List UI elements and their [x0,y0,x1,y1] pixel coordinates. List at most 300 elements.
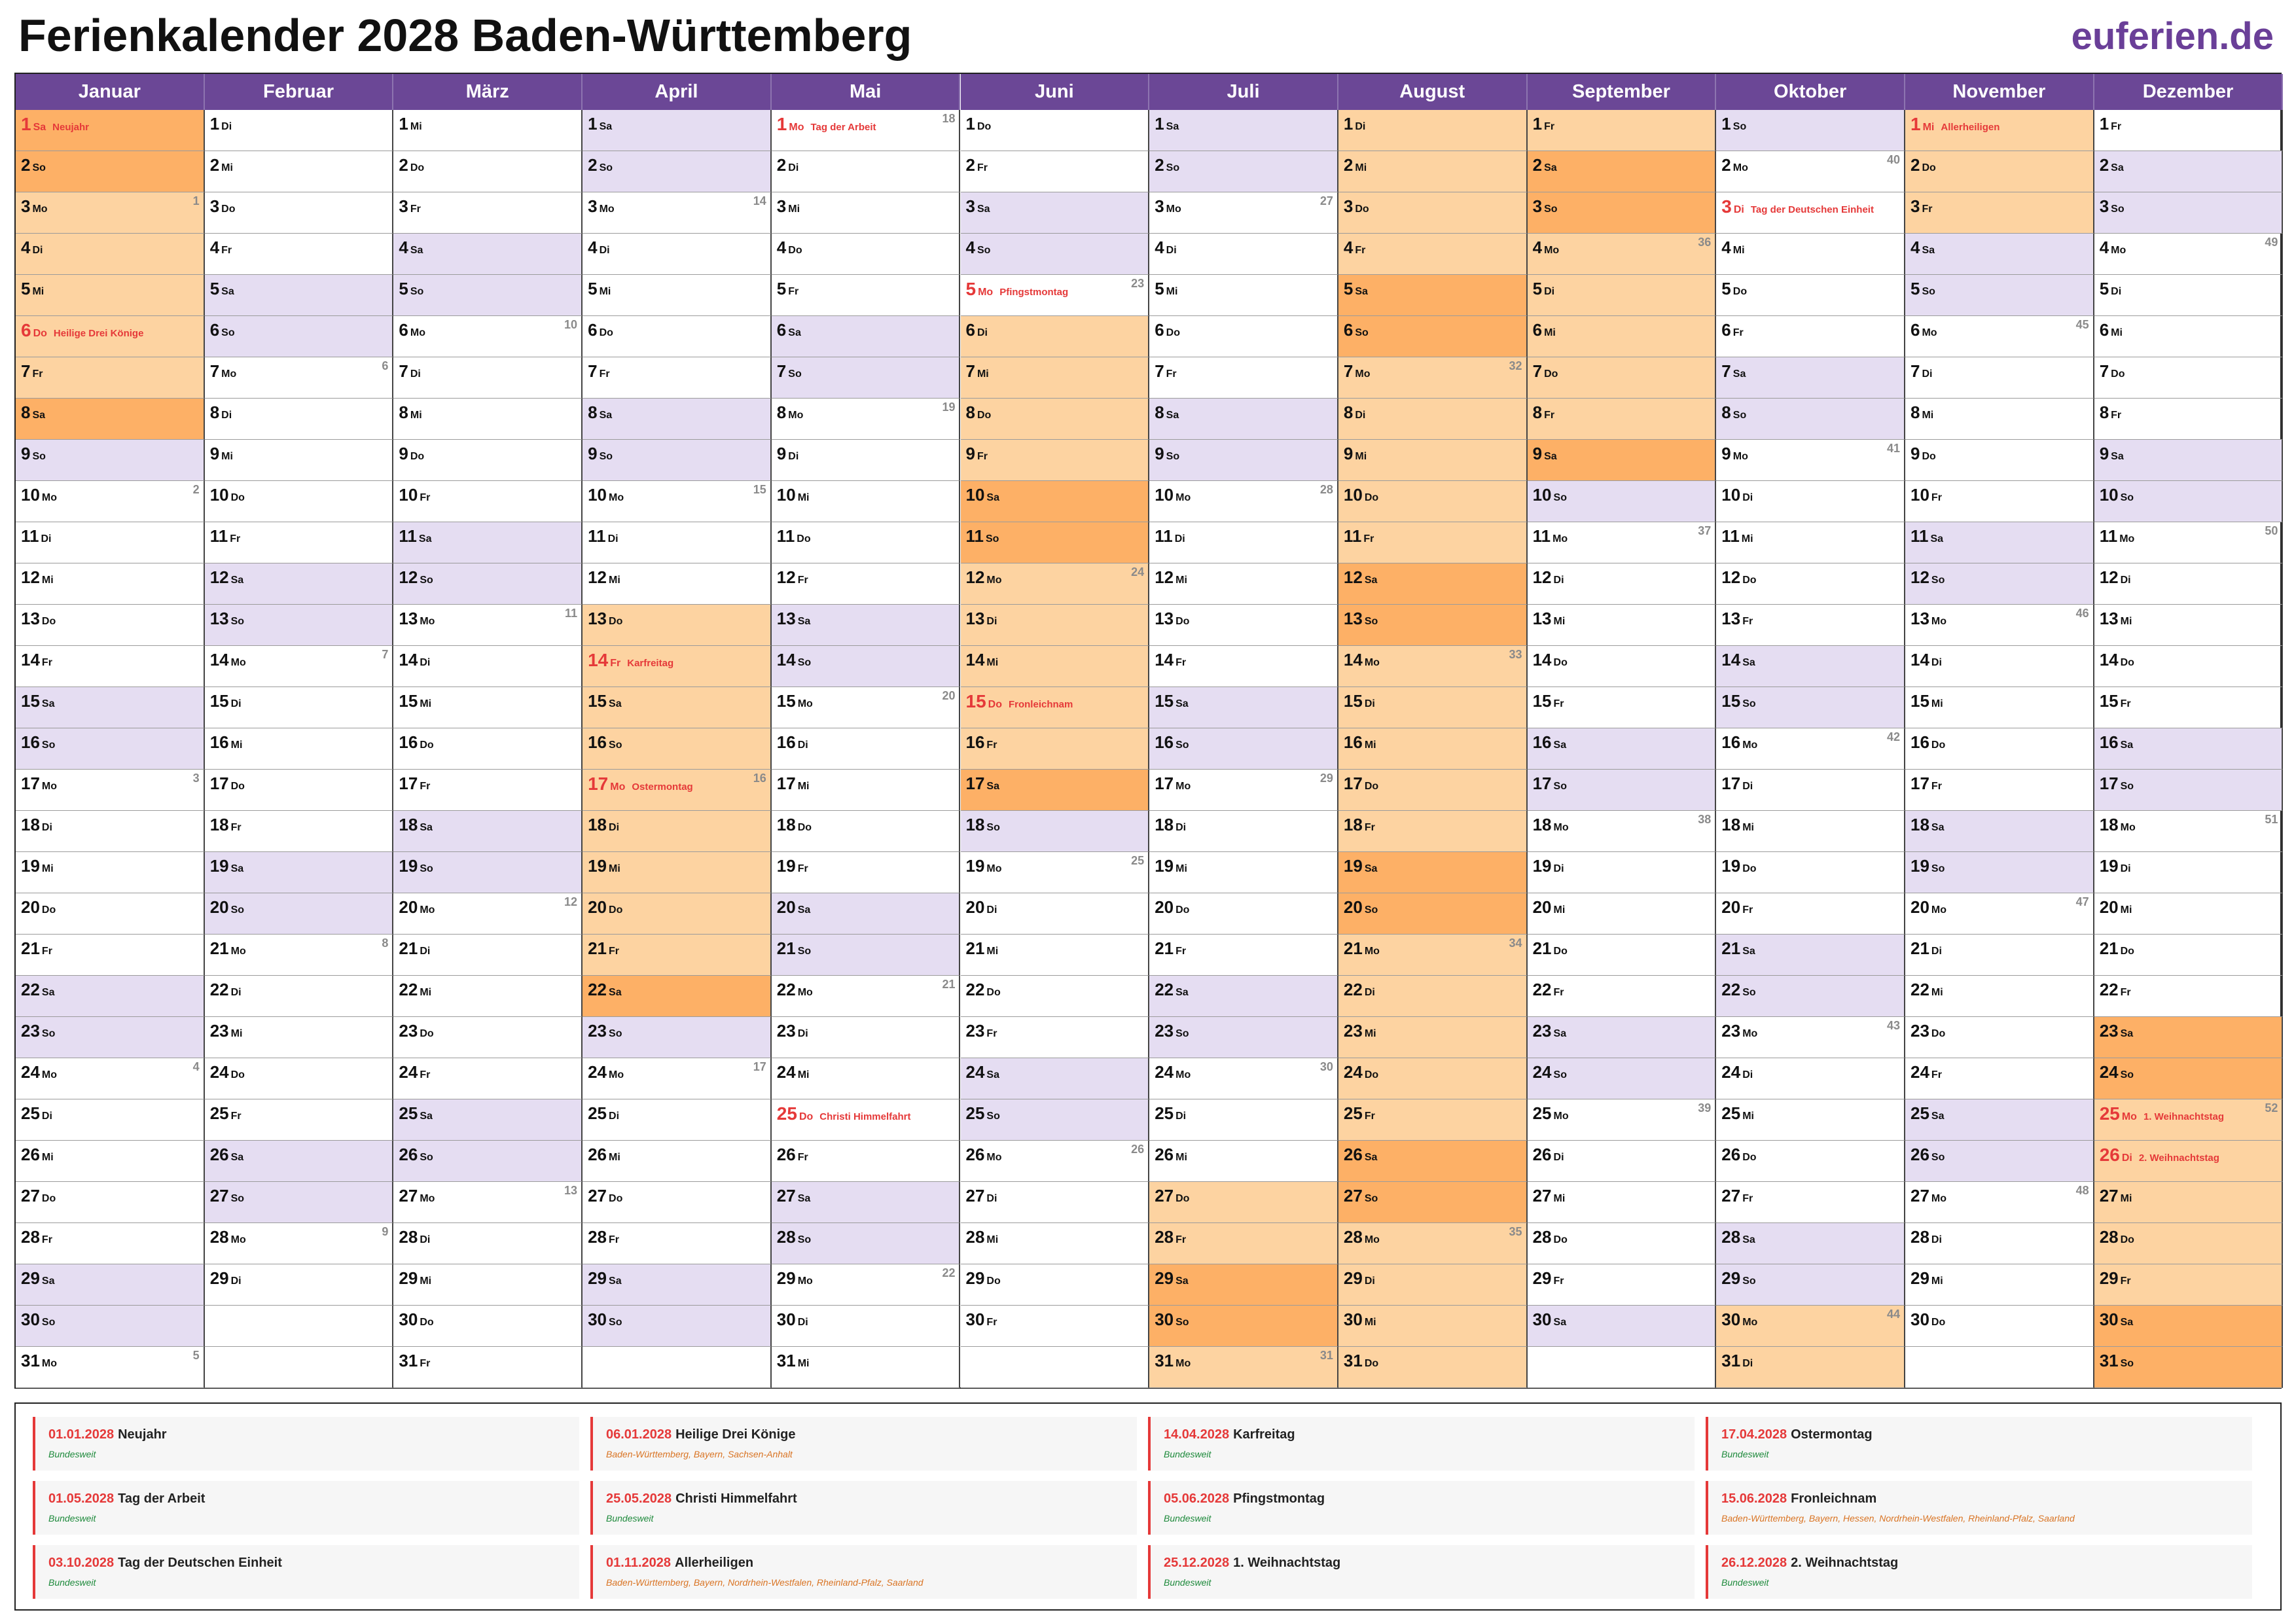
day-cell [961,110,1150,151]
day-cell [583,852,772,893]
day-cell [1149,1017,1338,1058]
day-number: 14 Do [1532,650,1568,669]
holiday-name: Christi Himmelfahrt [819,1111,911,1122]
weekday-label: Fr [1175,1234,1187,1245]
day-number: 19 Mi [1155,856,1187,876]
weekday-label: Di [1355,121,1366,132]
day-number: 13 So [209,609,245,628]
day-cell [205,316,394,357]
day-cell [1338,357,1528,399]
day-cell [2094,1223,2284,1264]
day-number: 26 Sa [209,1145,244,1164]
weekday-label: Sa [1732,368,1746,380]
day-number: 15 Sa [588,691,622,711]
day-number: 5 Sa [209,279,234,298]
day-number: 14 Mo [1343,650,1380,669]
day-number: 25 Sa [1910,1103,1945,1123]
day-number: 16 Di [776,732,808,752]
weekday-label: Sa [2111,451,2124,462]
day-number: 17 Mo [1155,774,1191,793]
weekday-label: Mi [1732,245,1745,256]
weekday-label: Mi [2120,904,2132,916]
day-cell [1905,357,2094,399]
day-number: 14 Mi [965,650,999,669]
day-number: 8 Fr [2099,402,2122,422]
weekday-label: Do [410,162,425,173]
weekday-label: Mo [1175,1069,1191,1080]
day-number: 24 Di [1721,1062,1753,1082]
day-number: 28 So [776,1227,812,1247]
week-number: 4 [192,1060,200,1073]
day-cell [1905,316,2094,357]
week-number: 25 [1131,854,1145,867]
day-number: 19 Mi [21,856,54,876]
day-number: 19 So [399,856,433,876]
weekday-label: So [410,286,424,297]
weekday-label: Do [230,1069,245,1080]
weekday-label: Do [1175,1193,1190,1204]
weekday-label: Fr [230,822,242,833]
day-cell [1716,893,1905,935]
weekday-label: Sa [797,1193,811,1204]
weekday-label: Fr [609,1234,620,1245]
legend-scope: Bundesweit [1721,1449,1769,1459]
weekday-label: Mo [1355,368,1371,380]
day-number: 22 Di [1343,980,1375,999]
day-number: 16 Fr [965,732,997,752]
day-cell [772,728,961,770]
day-cell [772,687,961,728]
weekday-label: Mi [797,781,810,792]
weekday-label: Do [2111,368,2125,380]
day-number: 22 Di [209,980,242,999]
day-number: 26 Mi [588,1145,620,1164]
day-number: 25 Mi [1721,1103,1754,1123]
day-cell [1149,728,1338,770]
day-cell [1528,440,1717,481]
weekday-label: Mi [41,863,54,874]
month-header-11: Dezember [2094,74,2284,110]
day-cell [961,563,1150,605]
day-cell [16,687,205,728]
weekday-label: Sa [221,286,234,297]
weekday-label: Di [2111,286,2122,297]
weekday-label: Sa [230,863,244,874]
day-cell [1528,646,1717,687]
weekday-label: Sa [1931,1111,1945,1122]
weekday-label: Di [1355,410,1366,421]
day-number: 16 Sa [1532,732,1567,752]
weekday-label: Sa [599,410,613,421]
day-cell [2094,1347,2284,1388]
weekday-label: Do [1553,1234,1568,1245]
weekday-label: Mi [41,575,54,586]
weekday-label: Sa [41,987,55,998]
day-number: 8 Di [209,402,232,422]
day-number: 12 Sa [209,567,244,587]
weekday-label: Mo [2119,533,2135,544]
weekday-label: So [1364,616,1378,627]
day-cell [961,935,1150,976]
day-number: 29 Fr [2099,1268,2131,1288]
day-number: 17 Mi [776,774,810,793]
weekday-label: Mi [420,698,432,709]
weekday-label: Di [797,1317,808,1328]
day-cell [1149,151,1338,192]
day-number: 25 Di [21,1103,52,1123]
weekday-label: Mi [609,863,620,874]
weekday-label: Fr [41,946,52,957]
week-number: 50 [2265,524,2278,537]
day-cell [2094,563,2284,605]
day-number: 10 Fr [1910,485,1942,505]
weekday-label: Sa [410,245,423,256]
day-number: 5 Fr [776,279,799,298]
day-number: 2 Sa [2099,155,2124,175]
weekday-label: Mi [1553,904,1566,916]
weekday-label: Mi [1175,1152,1187,1163]
day-cell [583,151,772,192]
weekday-label: Sa [420,822,433,833]
day-cell [393,357,583,399]
day-number: 5 Mi [588,279,611,298]
day-cell [393,605,583,646]
week-number: 45 [2075,318,2089,331]
day-number: 6 Mo [1910,320,1937,340]
day-cell [1338,976,1528,1017]
day-cell [1528,976,1717,1017]
day-cell [1338,605,1528,646]
day-number: 15 Do Fronleichnam [965,691,1073,711]
month-header-5: Juni [961,74,1150,110]
day-number: 9 Mi [1343,444,1367,463]
day-number: 25 Sa [399,1103,433,1123]
weekday-label: Sa [2120,1317,2134,1328]
weekday-label: Sa [1742,657,1755,668]
day-number: 17 Fr [1910,774,1942,793]
day-number: 22 Mi [1910,980,1943,999]
weekday-label: Do [2120,657,2134,668]
week-number: 11 [565,607,578,620]
weekday-label: Mi [1364,740,1376,751]
day-cell [961,687,1150,728]
weekday-label: Di [599,245,610,256]
day-cell [1149,192,1338,234]
day-cell [393,1264,583,1306]
week-number: 1 [192,194,200,207]
day-number: 30 Mo [1721,1310,1758,1329]
day-number: 5 Sa [1343,279,1368,298]
day-cell [772,1058,961,1099]
day-number: 13 Do [588,609,623,628]
day-cell [16,563,205,605]
day-cell [772,1223,961,1264]
day-cell [1905,481,2094,522]
week-number: 34 [1509,936,1522,950]
weekday-label: So [41,740,56,751]
weekday-label: Mo [230,946,246,957]
day-number: 9 Di [776,444,799,463]
week-number: 49 [2265,236,2278,249]
weekday-label: Fr [41,657,52,668]
week-number: 42 [1886,730,1900,743]
legend-entry [1706,1545,2252,1599]
day-cell [1528,770,1717,811]
day-cell [1905,605,2094,646]
weekday-label: Do [2120,946,2134,957]
page-title: Ferienkalender 2028 Baden-Württemberg [18,10,912,61]
weekday-label: Di [1742,492,1753,503]
weekday-label: Di [1364,1275,1375,1287]
day-cell [1528,1264,1717,1306]
weekday-label: Mi [2120,616,2132,627]
day-cell [583,811,772,852]
day-number: 13 Do [1155,609,1190,628]
weekday-label: So [1364,904,1378,916]
weekday-label: Mi [32,286,45,297]
day-number: 13 Di [965,609,997,628]
day-cell [583,234,772,275]
day-cell [1905,275,2094,316]
weekday-label: Sa [41,698,55,709]
day-cell [2094,770,2284,811]
day-cell [205,728,394,770]
day-number: 2 Do [399,155,425,175]
weekday-label: Do [420,740,434,751]
weekday-label: Mi [977,368,989,380]
day-cell [1338,275,1528,316]
weekday-label: So [1742,987,1756,998]
day-number: 21 Di [399,938,431,958]
day-number: 25 Do Christi Himmelfahrt [776,1103,911,1124]
day-number: 1 Sa Neujahr [21,114,90,134]
day-cell [16,1141,205,1182]
day-number: 31 Mo [21,1351,58,1370]
day-cell [1149,399,1338,440]
weekday-label: Do [1742,863,1757,874]
weekday-label: Di [1175,1111,1187,1122]
day-number: 8 Fr [1532,402,1555,422]
weekday-label: Mo [1931,1193,1947,1204]
weekday-label: Sa [230,575,244,586]
day-cell [1716,728,1905,770]
day-number: 23 Do [399,1021,434,1041]
week-number: 26 [1131,1143,1145,1156]
day-number: 27 Mo [1910,1186,1947,1205]
day-number: 26 So [399,1145,433,1164]
day-number: 18 Mi [1721,815,1754,834]
holiday-name: Tag der Deutschen Einheit [1750,204,1874,215]
day-cell [1716,811,1905,852]
day-cell [1716,275,1905,316]
weekday-label: Do [977,121,992,132]
weekday-label: Di [1733,204,1744,215]
day-number: 29 Fr [1532,1268,1564,1288]
weekday-label: Fr [986,740,997,751]
week-number: 14 [753,194,766,207]
day-number: 4 Sa [399,238,423,257]
day-cell [1338,563,1528,605]
day-number: 24 So [2099,1062,2134,1082]
day-number: 21 Sa [1721,938,1755,958]
weekday-label: Do [1544,368,1558,380]
day-cell [772,770,961,811]
weekday-label: Do [986,987,1001,998]
day-cell [1716,110,1905,151]
weekday-label: So [599,451,613,462]
day-number: 19 Fr [776,856,808,876]
day-number: 12 Mi [21,567,54,587]
day-number: 20 Mo [399,897,435,917]
day-cell [1905,1182,2094,1223]
week-number: 35 [1509,1225,1522,1238]
day-number: 2 Do [1910,155,1936,175]
day-cell [1338,852,1528,893]
weekday-label: Sa [41,1275,55,1287]
day-number: 6 Do Heilige Drei Könige [21,320,144,340]
day-number: 20 Mi [2099,897,2132,917]
weekday-label: So [1553,1069,1567,1080]
day-number: 5 Di [1532,279,1555,298]
day-cell [772,316,961,357]
week-number: 13 [564,1184,578,1197]
day-cell [583,605,772,646]
weekday-label: Mo [1175,1358,1191,1369]
holiday-name: Neujahr [52,122,90,133]
legend-date: 03.10.2028 [48,1556,115,1570]
weekday-label: Mi [221,451,233,462]
day-cell [2094,1306,2284,1347]
weekday-label: Do [1553,946,1568,957]
weekday-label: Mi [599,286,611,297]
day-number: 26 Mi [21,1145,54,1164]
day-cell [1905,1141,2094,1182]
day-number: 17 So [2099,774,2134,793]
day-cell [2094,976,2284,1017]
day-cell [205,770,394,811]
day-number: 28 Fr [1155,1227,1187,1247]
week-number: 22 [942,1266,956,1279]
day-cell [2094,440,2284,481]
weekday-label: Mi [986,657,999,668]
day-number: 18 Fr [1343,815,1375,834]
day-number: 11 Di [21,526,52,546]
weekday-label: Mi [420,1275,432,1287]
day-cell [1905,852,2094,893]
day-number: 11 Di [1155,526,1185,546]
day-number: 5 So [1910,279,1935,298]
weekday-label: So [1931,1152,1945,1163]
day-number: 21 Di [1910,938,1942,958]
weekday-label: Sa [977,204,990,215]
day-cell [583,440,772,481]
weekday-label: Mi [420,987,432,998]
day-cell [961,605,1150,646]
weekday-label: Sa [986,1069,999,1080]
weekday-label: Mo [1742,740,1758,751]
weekday-label: Do [41,904,56,916]
weekday-label: Mi [1166,286,1178,297]
weekday-label: Fr [32,368,43,380]
day-cell [1528,481,1717,522]
day-number: 23 Sa [2099,1021,2134,1041]
weekday-label: So [977,245,991,256]
day-cell [16,275,205,316]
day-number: 13 Mi [1532,609,1566,628]
day-cell [16,357,205,399]
day-cell [772,646,961,687]
day-cell [205,811,394,852]
weekday-label: Mo [609,1069,624,1080]
day-cell [961,440,1150,481]
day-number: 19 Do [1721,856,1757,876]
weekday-label: Di [1931,1234,1942,1245]
day-number: 17 So [1532,774,1567,793]
day-cell [961,1264,1150,1306]
weekday-label: Fr [1364,822,1375,833]
day-number: 23 Mi [209,1021,243,1041]
day-number: 15 Di [1343,691,1375,711]
weekday-label: Mo [1931,616,1947,627]
day-number: 24 So [1532,1062,1567,1082]
day-number: 24 Sa [965,1062,999,1082]
weekday-label: Mi [221,162,233,173]
weekday-label: So [1732,410,1747,421]
week-number: 7 [382,648,389,661]
day-cell [1905,1058,2094,1099]
day-number: 27 Do [21,1186,56,1205]
day-cell [205,234,394,275]
day-number: 20 Di [965,897,997,917]
day-number: 3 Sa [965,196,990,216]
day-number: 23 So [1155,1021,1189,1041]
day-number: 24 Fr [399,1062,431,1082]
week-number: 8 [382,936,389,950]
day-number: 10 Do [1343,485,1379,505]
legend-entry [590,1545,1137,1599]
day-cell [1716,399,1905,440]
day-cell [772,440,961,481]
day-cell [205,1017,394,1058]
day-cell [1338,1182,1528,1223]
brand-logo[interactable]: euferien.de [2071,15,2274,58]
legend-scope: Bundesweit [1164,1449,1211,1459]
day-cell [1528,275,1717,316]
day-number: 29 Mi [1910,1268,1943,1288]
day-number: 10 Sa [965,485,999,505]
day-cell [583,1017,772,1058]
day-cell [583,893,772,935]
day-number: 10 Mo [588,485,624,505]
day-number: 10 Mo [1155,485,1191,505]
day-number: 29 So [1721,1268,1756,1288]
day-number: 27 Mi [1532,1186,1566,1205]
weekday-label: Sa [2120,1028,2134,1039]
day-cell [1716,522,1905,563]
day-cell [1149,1182,1338,1223]
day-cell [2094,1058,2284,1099]
weekday-label: Mo [1742,1028,1758,1039]
weekday-label: Do [2120,1234,2134,1245]
day-cell [961,481,1150,522]
day-number: 22 Do [965,980,1001,999]
day-cell [1338,1347,1528,1388]
day-number: 7 Do [1532,361,1558,381]
weekday-label: Mo [1364,1234,1380,1245]
day-cell [1338,522,1528,563]
day-number: 5 Mi [1155,279,1178,298]
day-number: 4 So [965,238,991,257]
